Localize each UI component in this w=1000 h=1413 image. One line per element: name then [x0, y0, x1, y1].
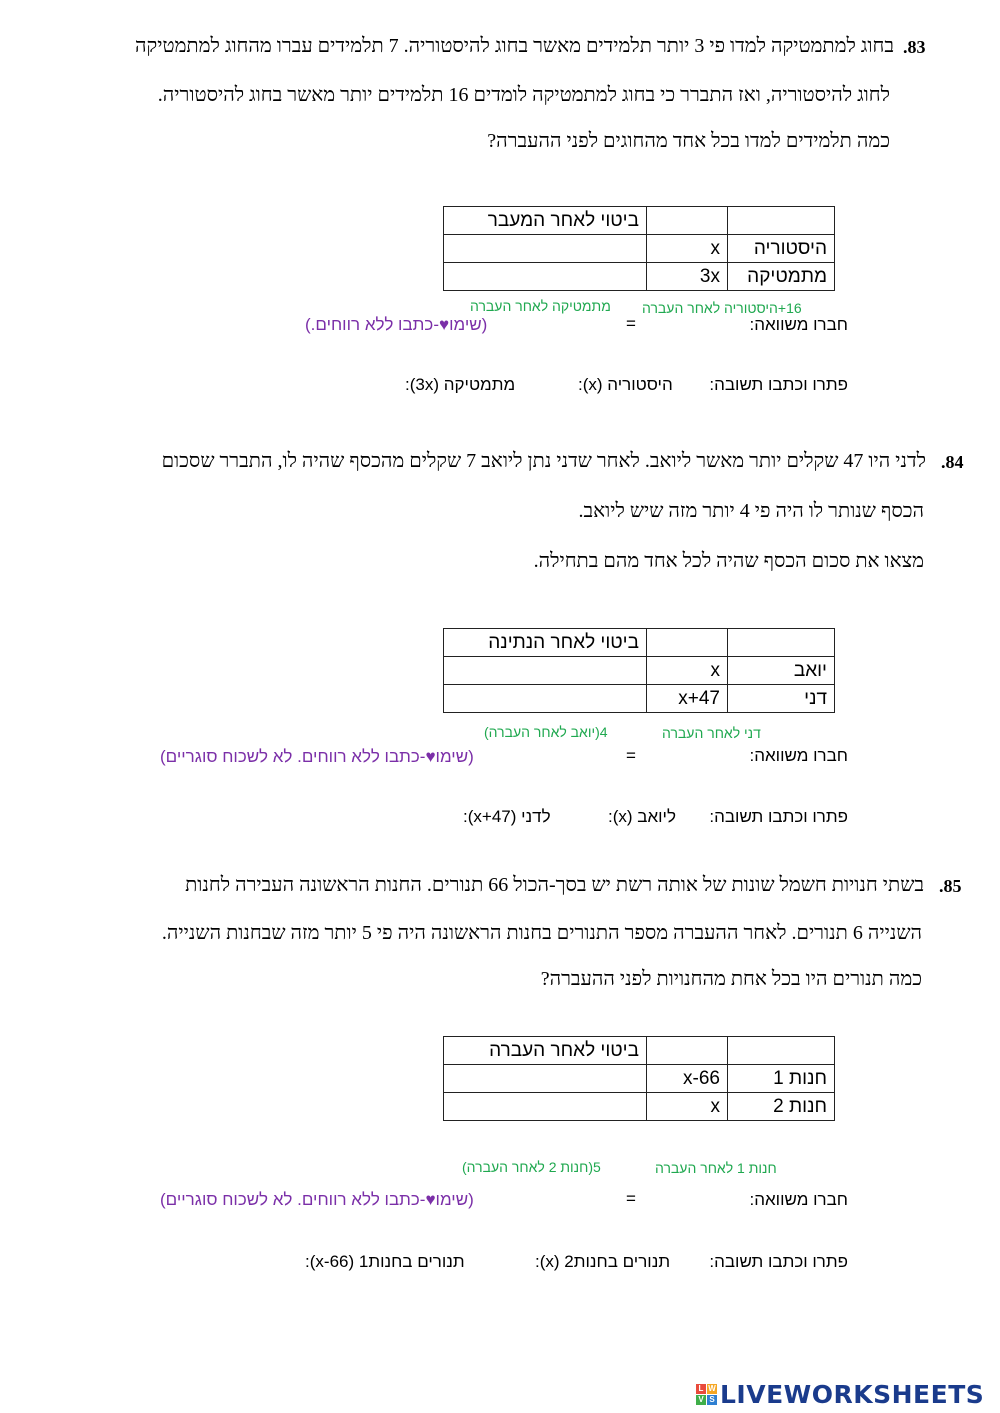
row-label: חנות 2: [728, 1093, 835, 1121]
problem-83-equation-label: חברו משוואה:: [749, 315, 848, 334]
answer-input-cell[interactable]: [444, 263, 647, 291]
problem-85-equals: =: [626, 1189, 636, 1208]
problem-83-line-2: לחוג להיסטוריה, ואז התברר כי בחוג למתמטיקה לומדים 16 תלמידים יותר מאשר בחוג להיסטוריה.: [157, 84, 890, 106]
problem-84-answer-a: ליואב (x):: [608, 807, 676, 826]
table-header-blank: [647, 629, 728, 657]
row-label: דני: [728, 685, 835, 713]
problem-84-line-3: מצאו את סכום הכסף שהיה לכל אחד מהם בתחילה.: [533, 550, 924, 572]
answer-input-cell[interactable]: [444, 235, 647, 263]
problem-85-answer-b: תנורים בחנות1 (66-x):: [305, 1252, 465, 1271]
row-expression: x: [647, 235, 728, 263]
answer-input-cell[interactable]: [444, 657, 647, 685]
problem-84-equals: =: [626, 746, 636, 765]
problem-83-note: (שימו♥-כתבו ללא רווחים.): [305, 315, 488, 334]
problem-83-answer-b: מתמטיקה (3x):: [405, 375, 516, 394]
table-corner-cell: [728, 629, 835, 657]
table-row: [444, 685, 835, 713]
problem-85-line-1: בשתי חנויות חשמל שונות של אותה רשת יש בסך-הכול 66 תנורים. החנות הראשונה העבירה לחנות: [185, 874, 924, 896]
problem-85-hint-right: חנות 1 לאחר העברה: [655, 1160, 777, 1176]
problem-85-answer-a: תנורים בחנות2 (x):: [535, 1252, 671, 1271]
problem-84-table: [443, 628, 835, 713]
problem-83-answer-a: היסטוריה (x):: [578, 375, 673, 394]
problem-83-line-3: כמה תלמידים למדו בכל אחד מהחוגים לפני ההעברה?: [487, 130, 890, 152]
table-row: [444, 1065, 835, 1093]
table-header: ביטוי לאחר הנתינה: [444, 629, 647, 657]
row-label: מתמטיקה: [728, 263, 835, 291]
problem-84-line-2: הכסף שנותר לו היה פי 4 יותר מזה שיש ליואב.: [578, 500, 924, 522]
problem-85-line-2: השנייה 6 תנורים. לאחר ההעברה מספר התנורים בחנות הראשונה היה פי 5 יותר מזה שבחנות השנייה.: [161, 922, 922, 944]
problem-85-table: [443, 1036, 835, 1121]
table-header-blank: [647, 1037, 728, 1065]
liveworksheets-logo: [696, 1377, 984, 1411]
problem-84-hint-right: דני לאחר העברה: [662, 725, 761, 741]
row-expression: 66-x: [647, 1065, 728, 1093]
row-expression: x+47: [647, 685, 728, 713]
table-header: ביטוי לאחר המעבר: [444, 207, 647, 235]
row-label: היסטוריה: [728, 235, 835, 263]
table-row: [444, 235, 835, 263]
brand-name: LIVEWORKSHEETS: [720, 1379, 985, 1409]
problem-83-table: [443, 206, 835, 291]
problem-83-hint-left: מתמטיקה לאחר העברה: [470, 298, 611, 314]
problem-85-hint-left: 5(חנות 2 לאחר העברה): [462, 1159, 601, 1175]
problem-83-equals: =: [626, 314, 636, 333]
problem-84-note: (שימו♥-כתבו ללא רווחים. לא לשכוח סוגריים): [160, 747, 474, 766]
problem-85-equation-label: חברו משוואה:: [749, 1190, 848, 1209]
problem-84-equation-label: חברו משוואה:: [749, 746, 848, 765]
problem-84-answer-b: לדני (x+47):: [463, 807, 551, 826]
problem-84-hint-left: 4(יואב לאחר העברה): [484, 724, 608, 740]
table-corner-cell: [728, 1037, 835, 1065]
row-expression: x: [647, 657, 728, 685]
answer-input-cell[interactable]: [444, 685, 647, 713]
problem-85-answer-label: פתרו וכתבו תשובה:: [709, 1252, 848, 1271]
table-row: [444, 263, 835, 291]
answer-input-cell[interactable]: [444, 1065, 647, 1093]
problem-85-note: (שימו♥-כתבו ללא רווחים. לא לשכוח סוגריים): [160, 1190, 474, 1209]
problem-84-number: .84: [941, 452, 964, 472]
table-header: ביטוי לאחר העברה: [444, 1037, 647, 1065]
table-row: [444, 657, 835, 685]
problem-83-answer-label: פתרו וכתבו תשובה:: [709, 375, 848, 394]
row-label: יואב: [728, 657, 835, 685]
row-label: חנות 1: [728, 1065, 835, 1093]
table-row: [444, 1093, 835, 1121]
problem-84-answer-label: פתרו וכתבו תשובה:: [709, 807, 848, 826]
table-header-blank: [647, 207, 728, 235]
problem-84-line-1: לדני היו 47 שקלים יותר מאשר ליואב. לאחר שדני נתן ליואב 7 שקלים מהכסף שהיה לו, התברר שסכום: [161, 450, 926, 472]
row-expression: x: [647, 1093, 728, 1121]
logo-mark-icon: L W V S: [696, 1384, 717, 1405]
problem-83-line-1: בחוג למתמטיקה למדו פי 3 יותר תלמידים מאשר בחוג להיסטוריה. 7 תלמידים עברו מהחוג למתמטיקה: [135, 35, 894, 57]
answer-input-cell[interactable]: [444, 1093, 647, 1121]
problem-83-number: .83: [903, 37, 926, 57]
table-corner-cell: [728, 207, 835, 235]
row-expression: 3x: [647, 263, 728, 291]
problem-85-number: .85: [939, 876, 962, 896]
problem-85-line-3: כמה תנורים היו בכל אחת מהחנויות לפני ההעברה?: [540, 968, 922, 990]
problem-83-hint-right: 16+היסטוריה לאחר העברה: [642, 300, 802, 316]
